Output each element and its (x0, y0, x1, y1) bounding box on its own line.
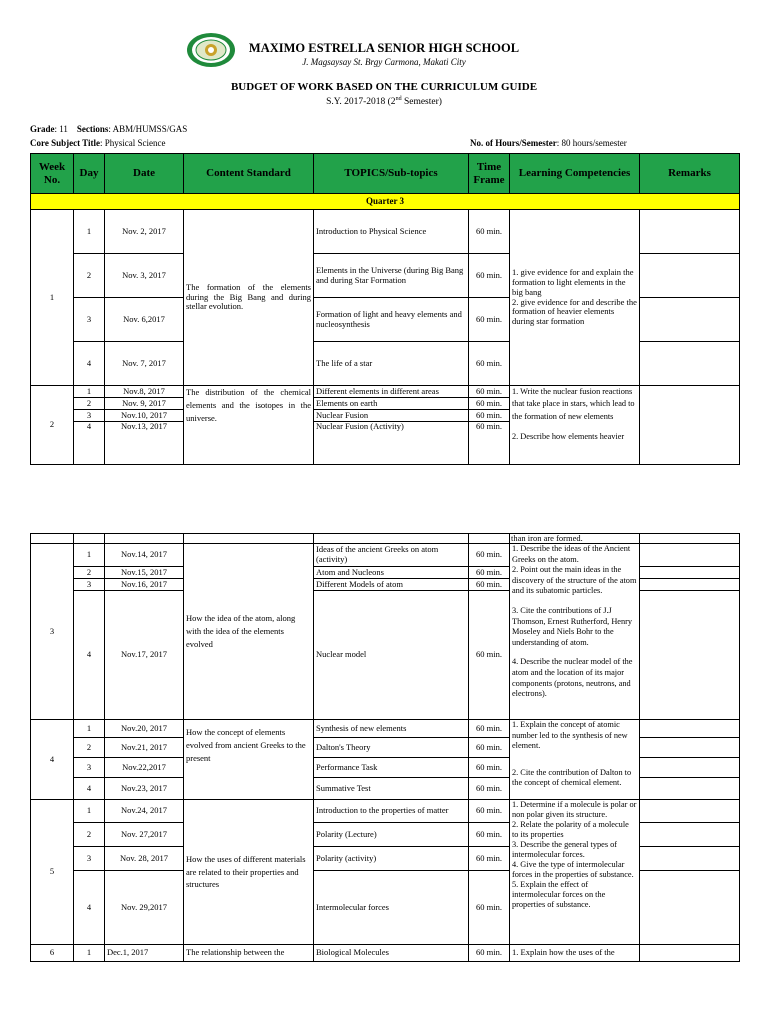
competencies-cell: 1. Explain the concept of atomic number led to the synthesis of new element. 2. Cite the contribution of Dalton to the concept of chemical element. (510, 720, 640, 800)
remarks-cell (640, 847, 740, 871)
time-cell: 60 min. (469, 210, 510, 254)
time-cell: 60 min. (469, 422, 510, 465)
topic-cell: Different Models of atom (314, 579, 469, 591)
day-cell: 1 (74, 544, 105, 567)
date-cell: Nov.16, 2017 (105, 579, 184, 591)
time-cell: 60 min. (469, 386, 510, 398)
topic-cell: Dalton's Theory (314, 738, 469, 758)
day-cell: 4 (74, 422, 105, 465)
quarter-row (31, 194, 740, 210)
time-cell: 60 min. (469, 847, 510, 871)
content-standard-cell: How the idea of the atom, along with the idea of the elements evolved (184, 544, 314, 720)
content-standard-cell: The relationship between the (184, 945, 314, 962)
day-cell: 2 (74, 738, 105, 758)
budget-table-page-2 (30, 533, 740, 962)
competencies-cell: 1. Write the nuclear fusion reactions that take place in stars, which lead to the formation of new elements 2. Describe how elements heavier (510, 386, 640, 465)
week-number: 1 (31, 210, 74, 386)
topic-cell: Elements in the Universe (during Big Bang and during Star Formation (314, 254, 469, 298)
topic-cell: Summative Test (314, 778, 469, 800)
content-standard-cell: How the uses of different materials are related to their properties and structures (184, 800, 314, 945)
remarks-cell (640, 823, 740, 847)
competencies-cell: 1. Explain how the uses of the (510, 945, 640, 962)
topic-cell: Elements on earth (314, 398, 469, 410)
date-cell: Nov.8, 2017 (105, 386, 184, 398)
time-cell: 60 min. (469, 567, 510, 579)
time-cell: 60 min. (469, 823, 510, 847)
date-cell: Nov. 2, 2017 (105, 210, 184, 254)
day-cell: 2 (74, 567, 105, 579)
topic-cell: Atom and Nucleons (314, 567, 469, 579)
day-cell: 4 (74, 342, 105, 386)
remarks-cell (640, 298, 740, 342)
time-cell: 60 min. (469, 778, 510, 800)
topic-cell: Introduction to Physical Science (314, 210, 469, 254)
remarks-cell (640, 945, 740, 962)
date-cell: Nov.13, 2017 (105, 422, 184, 465)
date-cell: Nov. 3, 2017 (105, 254, 184, 298)
time-cell: 60 min. (469, 945, 510, 962)
table-row (31, 800, 740, 823)
topic-cell: The life of a star (314, 342, 469, 386)
day-cell: 3 (74, 298, 105, 342)
grade-line: Grade: 11 Sections: ABM/HUMSS/GAS (30, 124, 188, 134)
week-number: 2 (31, 386, 74, 465)
date-cell: Nov. 7, 2017 (105, 342, 184, 386)
remarks-cell (640, 738, 740, 758)
table-row (31, 386, 740, 398)
date-cell: Nov.20, 2017 (105, 720, 184, 738)
time-cell: 60 min. (469, 298, 510, 342)
remarks-cell (640, 254, 740, 298)
col-remarks: Remarks (640, 154, 740, 194)
day-cell: 1 (74, 210, 105, 254)
date-cell: Nov. 29,2017 (105, 871, 184, 945)
time-cell: 60 min. (469, 254, 510, 298)
topic-cell: Synthesis of new elements (314, 720, 469, 738)
date-cell: Nov.24, 2017 (105, 800, 184, 823)
date-cell: Nov.10, 2017 (105, 410, 184, 422)
time-cell: 60 min. (469, 871, 510, 945)
remarks-cell (640, 720, 740, 738)
day-cell: 1 (74, 800, 105, 823)
table-row (31, 210, 740, 254)
col-week: Week No. (31, 154, 74, 194)
competencies-cell: 1. Describe the ideas of the Ancient Greeks on the atom. 2. Point out the main ideas in the discovery of the structure of the atom and its subatomic particles. 3. Cite the contributions of J.J Thomson, Ernest Rutherford, Henry Moseley and Niels Bohr to the understanding of atom. 4. Describe the nuclear model of the atom and the location of its major components (protons, neutrons, and electrons). (510, 544, 640, 720)
day-cell: 4 (74, 871, 105, 945)
day-cell: 3 (74, 579, 105, 591)
week-number: 5 (31, 800, 74, 945)
school-address: J. Magsaysay St. Brgy Carmona, Makati City (302, 57, 466, 67)
topic-cell: Biological Molecules (314, 945, 469, 962)
date-cell: Nov. 27,2017 (105, 823, 184, 847)
time-cell: 60 min. (469, 758, 510, 778)
date-cell: Nov.22,2017 (105, 758, 184, 778)
day-cell: 1 (74, 720, 105, 738)
remarks-cell (640, 800, 740, 823)
week-number: 4 (31, 720, 74, 800)
competencies-cell: 1. give evidence for and explain the formation to light elements in the big bang 2. give evidence for and describe the formation of heavier elements during star formation (510, 210, 640, 386)
remarks-cell (640, 210, 740, 254)
remarks-cell (640, 871, 740, 945)
date-cell: Dec.1, 2017 (105, 945, 184, 962)
date-cell: Nov. 28, 2017 (105, 847, 184, 871)
topic-cell: Intermolecular forces (314, 871, 469, 945)
day-cell: 3 (74, 847, 105, 871)
competencies-cell: 1. Determine if a molecule is polar or non polar given its structure. 2. Relate the polarity of a molecule to its properties 3. Describe the general types of intermolecular forces. 4. Give the type of intermolecular forces in the properties of substance. 5. Explain the effect of intermolecular forces on the properties of substance. (510, 800, 640, 945)
carried-over-text: than iron are formed. (511, 533, 583, 543)
time-cell: 60 min. (469, 720, 510, 738)
topic-cell: Nuclear Fusion (Activity) (314, 422, 469, 465)
subject-line: Core Subject Title: Physical Science (30, 138, 166, 148)
day-cell: 2 (74, 823, 105, 847)
date-cell: Nov.21, 2017 (105, 738, 184, 758)
time-cell: 60 min. (469, 738, 510, 758)
day-cell: 2 (74, 398, 105, 410)
day-cell: 3 (74, 410, 105, 422)
week-number: 3 (31, 544, 74, 720)
remarks-cell (640, 342, 740, 386)
remarks-cell (640, 778, 740, 800)
content-standard-cell: The distribution of the chemical elements and the isotopes in the universe. (184, 386, 314, 465)
time-cell: 60 min. (469, 579, 510, 591)
time-cell: 60 min. (469, 398, 510, 410)
time-cell: 60 min. (469, 591, 510, 720)
topic-cell: Nuclear Fusion (314, 410, 469, 422)
day-cell: 3 (74, 758, 105, 778)
date-cell: Nov.23, 2017 (105, 778, 184, 800)
table-row (31, 544, 740, 567)
topic-cell: Introduction to the properties of matter (314, 800, 469, 823)
date-cell: Nov.14, 2017 (105, 544, 184, 567)
topic-cell: Polarity (activity) (314, 847, 469, 871)
time-cell: 60 min. (469, 410, 510, 422)
day-cell: 1 (74, 386, 105, 398)
time-cell: 60 min. (469, 544, 510, 567)
school-name: MAXIMO ESTRELLA SENIOR HIGH SCHOOL (248, 41, 520, 55)
topic-cell: Performance Task (314, 758, 469, 778)
remarks-cell (640, 544, 740, 567)
week-number: 6 (31, 945, 74, 962)
date-cell: Nov.17, 2017 (105, 591, 184, 720)
table-row (31, 720, 740, 738)
topic-cell: Polarity (Lecture) (314, 823, 469, 847)
budget-table-page-1 (30, 153, 740, 465)
day-cell: 4 (74, 591, 105, 720)
table-row (31, 945, 740, 962)
date-cell: Nov. 9, 2017 (105, 398, 184, 410)
topic-cell: Ideas of the ancient Greeks on atom (activity) (314, 544, 469, 567)
remarks-cell (640, 567, 740, 579)
content-standard-cell: How the concept of elements evolved from ancient Greeks to the present (184, 720, 314, 800)
day-cell: 4 (74, 778, 105, 800)
content-standard-cell: The formation of the elements during the Big Bang and during stellar evolution. (184, 210, 314, 386)
time-cell: 60 min. (469, 800, 510, 823)
hours-line: No. of Hours/Semester: 80 hours/semester (470, 138, 627, 148)
date-cell: Nov. 6,2017 (105, 298, 184, 342)
col-time-frame: Time Frame (469, 154, 510, 194)
remarks-cell (640, 758, 740, 778)
topic-cell: Formation of light and heavy elements and nucleosynthesis (314, 298, 469, 342)
table-header-row (31, 154, 740, 194)
remarks-cell (640, 591, 740, 720)
col-learning-competencies: Learning Competencies (510, 154, 640, 194)
document-title: BUDGET OF WORK BASED ON THE CURRICULUM GUIDE (230, 81, 538, 93)
col-day: Day (74, 154, 105, 194)
remarks-cell (640, 579, 740, 591)
date-cell: Nov.15, 2017 (105, 567, 184, 579)
col-topics: TOPICS/Sub-topics (314, 154, 469, 194)
school-year: S.Y. 2017-2018 (2nd Semester) (326, 96, 442, 108)
topic-cell: Nuclear model (314, 591, 469, 720)
quarter-label: Quarter 3 (31, 194, 740, 210)
continuation-row (31, 534, 740, 544)
day-cell: 1 (74, 945, 105, 962)
col-date: Date (105, 154, 184, 194)
time-cell: 60 min. (469, 342, 510, 386)
remarks-cell (640, 386, 740, 465)
day-cell: 2 (74, 254, 105, 298)
topic-cell: Different elements in different areas (314, 386, 469, 398)
col-content-standard: Content Standard (184, 154, 314, 194)
